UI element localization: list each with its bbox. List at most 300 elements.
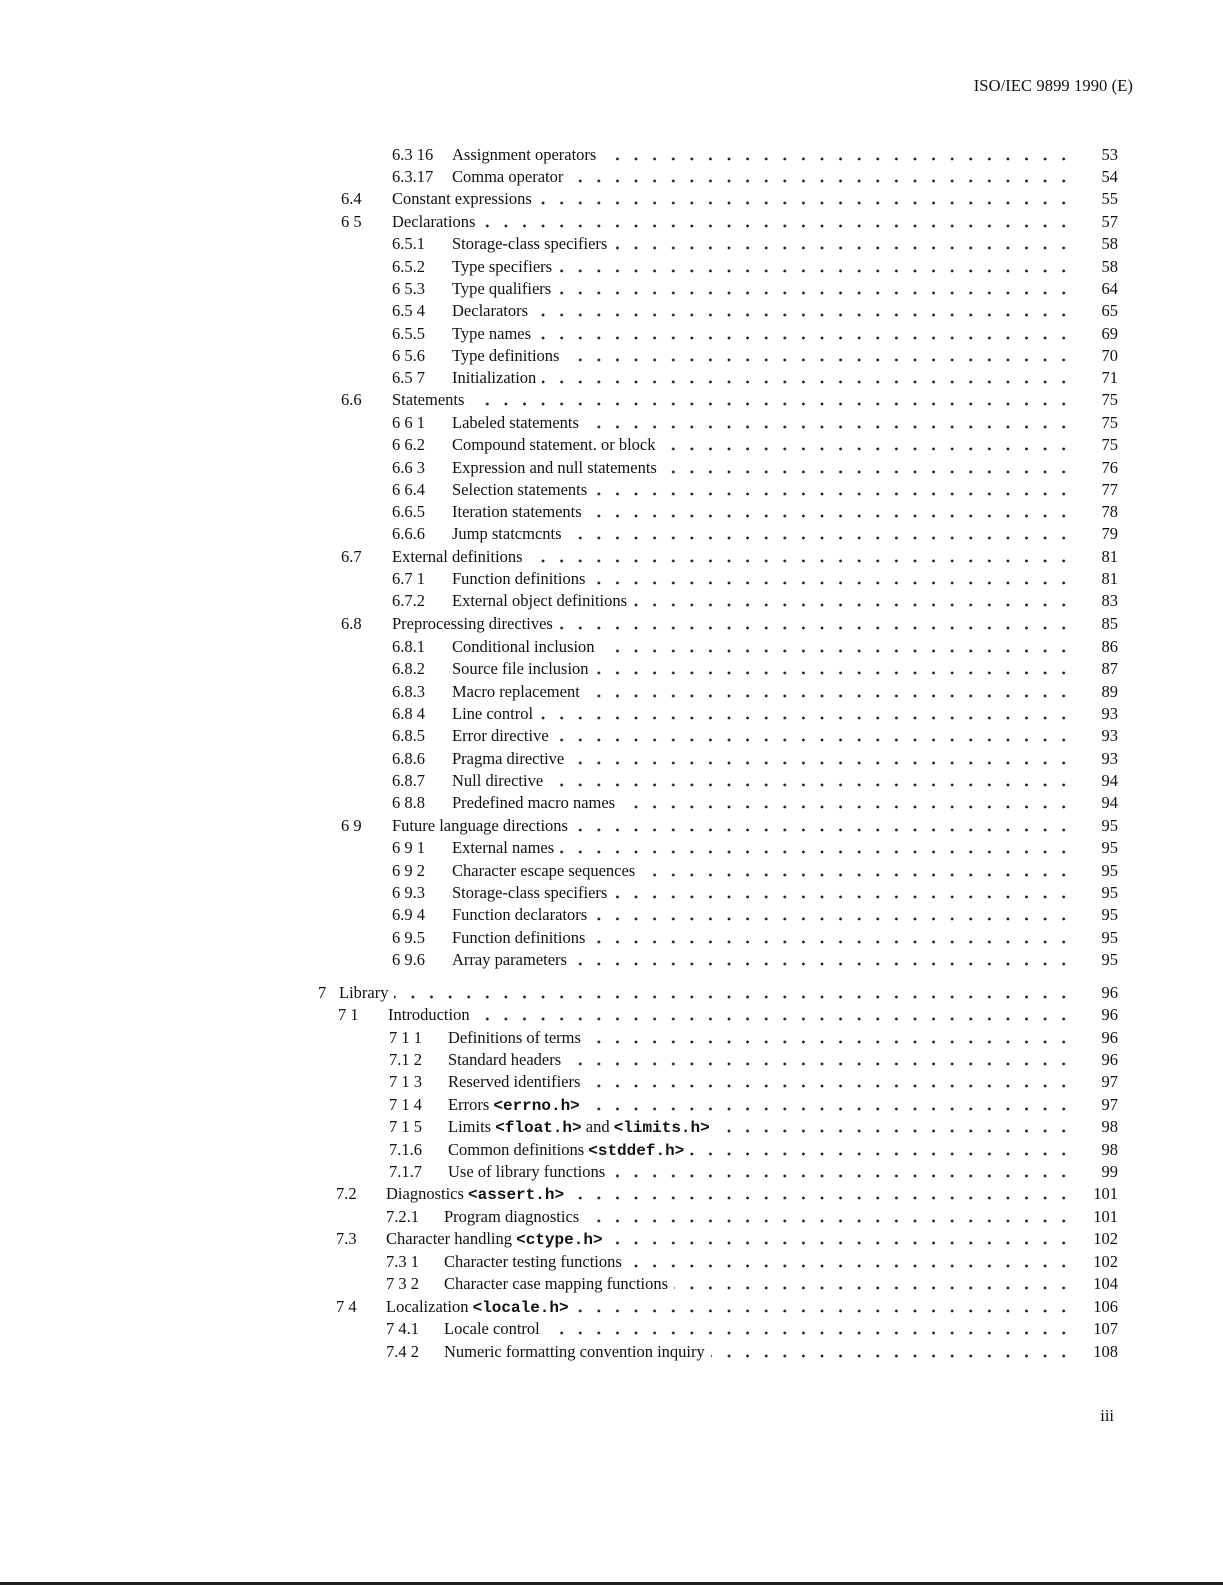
toc-section-number: 6.6.6 (392, 524, 425, 543)
toc-title-text: Jump statcmcnts (452, 524, 562, 543)
dot-leader (529, 546, 1073, 568)
dot-leader (575, 1296, 1073, 1318)
toc-section-title (452, 568, 591, 590)
toc-section-number: 6.7 1 (392, 569, 425, 588)
toc-entry[interactable] (0, 1071, 1223, 1093)
toc-section-title (448, 1161, 611, 1183)
toc-page-number: 75 (1101, 390, 1118, 409)
toc-page-number: 81 (1101, 547, 1118, 566)
toc-section-number: 7 1 4 (389, 1095, 422, 1114)
toc-page-number: 108 (1093, 1342, 1118, 1361)
toc-entry[interactable] (0, 1161, 1223, 1183)
toc-section-number: 6.8.5 (392, 726, 425, 745)
toc-section-number: 6.5.2 (392, 257, 425, 276)
toc-entry[interactable] (0, 658, 1223, 680)
header-file-name: <stddef.h> (588, 1142, 685, 1160)
dot-leader (602, 144, 1073, 166)
dot-leader (560, 837, 1073, 859)
dot-leader (555, 725, 1073, 747)
toc-title-text: Initialization (452, 368, 537, 387)
toc-entry[interactable] (0, 949, 1223, 971)
toc-section-title (452, 590, 633, 612)
dot-leader (537, 323, 1073, 345)
toc-section-number: 6.5 7 (392, 368, 425, 387)
toc-entry[interactable] (0, 1027, 1223, 1049)
toc-section-number: 6 5 (341, 212, 362, 231)
toc-title-text: Labeled statements (452, 413, 579, 432)
toc-entry[interactable] (0, 815, 1223, 837)
toc-page-number: 54 (1101, 167, 1118, 186)
toc-entry[interactable] (0, 1341, 1223, 1363)
dot-leader (593, 479, 1073, 501)
toc-section-title (452, 501, 588, 523)
toc-title-text: Error directive (452, 726, 549, 745)
toc-page-number: 75 (1101, 435, 1118, 454)
toc-section-number: 6.3.17 (392, 167, 434, 186)
toc-entry[interactable] (0, 1251, 1223, 1273)
toc-section-title (452, 256, 558, 278)
dot-leader (585, 412, 1073, 434)
toc-entry[interactable] (0, 323, 1223, 345)
toc-title-text: Type definitions (452, 346, 560, 365)
toc-entry[interactable] (0, 501, 1223, 523)
toc-section-title (392, 211, 481, 233)
dot-leader (588, 501, 1073, 523)
toc-entry[interactable] (0, 725, 1223, 747)
toc-section-title (448, 1071, 586, 1093)
toc-title-text: Iteration statements (452, 502, 582, 521)
toc-title-text: Line control (452, 704, 534, 723)
toc-page-number: 97 (1101, 1095, 1118, 1114)
toc-title-text: Limits (448, 1117, 496, 1136)
toc-page-number: 87 (1101, 659, 1118, 678)
toc-section-title (452, 345, 565, 367)
toc-entry[interactable] (0, 568, 1223, 590)
toc-entry[interactable] (0, 211, 1223, 233)
toc-entry[interactable] (0, 389, 1223, 411)
toc-section-number: 6 6.2 (392, 435, 425, 454)
toc-section-number: 6 9.5 (392, 928, 425, 947)
toc-section-number: 7.1.7 (389, 1162, 422, 1181)
toc-section-number: 7 4 (336, 1297, 357, 1316)
toc-section-title (452, 233, 613, 255)
toc-section-title (339, 982, 394, 1004)
toc-entry[interactable] (0, 457, 1223, 479)
toc-entry[interactable] (0, 367, 1223, 389)
toc-page-number: 89 (1101, 682, 1118, 701)
toc-page-number: 93 (1101, 704, 1118, 723)
toc-section-title (452, 703, 539, 725)
toc-section-title (452, 300, 534, 322)
toc-title-text: Expression and null statements (452, 458, 657, 477)
dot-leader (595, 658, 1073, 680)
toc-page-number: 98 (1101, 1117, 1118, 1136)
toc-section-number: 6.5 4 (392, 301, 425, 320)
toc-section-number: 6.5.1 (392, 234, 425, 253)
toc-section-title (452, 367, 542, 389)
toc-entry[interactable] (0, 1049, 1223, 1071)
toc-entry[interactable] (0, 256, 1223, 278)
toc-title-text: Macro replacement (452, 682, 580, 701)
toc-section-number: 7 4.1 (386, 1319, 419, 1338)
toc-page-number: 96 (1101, 1005, 1118, 1024)
dot-leader (586, 1071, 1073, 1093)
toc-entry[interactable] (0, 982, 1223, 1004)
toc-section-number: 6.3 16 (392, 145, 434, 164)
toc-page-number: 71 (1101, 368, 1118, 387)
toc-entry[interactable] (0, 882, 1223, 904)
toc-section-number: 7.3 (336, 1229, 357, 1248)
toc-title-text: Null directive (452, 771, 544, 790)
toc-title-text: and (581, 1117, 614, 1136)
toc-page-number: 101 (1093, 1207, 1118, 1226)
toc-page-number: 99 (1101, 1162, 1118, 1181)
toc-page-number: 101 (1093, 1184, 1118, 1203)
toc-section-title (452, 949, 573, 971)
toc-title-text: External object definitions (452, 591, 628, 610)
toc-entry[interactable] (0, 1273, 1223, 1295)
toc-title-text: Storage-class specifiers (452, 883, 608, 902)
toc-section-title (452, 860, 641, 882)
header-file-name: <limits.h> (613, 1119, 710, 1137)
toc-title-text: External definitions (392, 547, 523, 566)
dot-leader (534, 300, 1073, 322)
toc-section-number: 6 9.3 (392, 883, 425, 902)
toc-page-number: 95 (1101, 861, 1118, 880)
toc-entry[interactable] (0, 904, 1223, 926)
toc-entry[interactable] (0, 300, 1223, 322)
toc-page-number: 97 (1101, 1072, 1118, 1091)
toc-title-text: Standard headers (448, 1050, 562, 1069)
toc-title-text: Common definitions (448, 1140, 589, 1159)
dot-leader (538, 188, 1073, 210)
toc-section-title (386, 1183, 570, 1206)
dot-leader (481, 211, 1073, 233)
toc-page-number: 102 (1093, 1229, 1118, 1248)
toc-section-title (452, 636, 601, 658)
toc-entry[interactable] (0, 590, 1223, 612)
toc-title-text: Function definitions (452, 928, 586, 947)
toc-entry[interactable] (0, 546, 1223, 568)
dot-leader (546, 1318, 1073, 1340)
toc-section-title (452, 323, 537, 345)
dot-leader (663, 457, 1073, 479)
toc-section-title (452, 770, 549, 792)
dot-leader (613, 882, 1073, 904)
dot-leader (593, 904, 1073, 926)
toc-title-text: Use of library functions (448, 1162, 606, 1181)
dot-leader (641, 860, 1073, 882)
toc-entry[interactable] (0, 1206, 1223, 1228)
toc-section-number: 7 3 2 (386, 1274, 419, 1293)
toc-section-number: 7.1.6 (389, 1140, 422, 1159)
toc-section-number: 6 6 1 (392, 413, 425, 432)
toc-section-number: 6.7.2 (392, 591, 425, 610)
toc-page-number: 96 (1101, 983, 1118, 1002)
toc-section-title (452, 658, 595, 680)
toc-entry[interactable] (0, 278, 1223, 300)
toc-page-number: 95 (1101, 838, 1118, 857)
toc-title-text: Locale control (444, 1319, 540, 1338)
dot-leader (591, 568, 1073, 590)
toc-page-number: 93 (1101, 749, 1118, 768)
toc-section-number: 6 8.8 (392, 793, 425, 812)
toc-title-text: Function definitions (452, 569, 586, 588)
toc-entry[interactable] (0, 748, 1223, 770)
dot-leader (574, 815, 1073, 837)
toc-page-number: 81 (1101, 569, 1118, 588)
toc-section-title (452, 144, 602, 166)
toc-title-text: Declarators (452, 301, 529, 320)
toc-page-number: 94 (1101, 793, 1118, 812)
toc-section-number: 7 1 1 (389, 1028, 422, 1047)
dot-leader (711, 1341, 1073, 1363)
toc-page-number: 102 (1093, 1252, 1118, 1271)
toc-entry[interactable] (0, 927, 1223, 949)
toc-title-text: Diagnostics (386, 1184, 469, 1203)
toc-section-number: 6.6 3 (392, 458, 425, 477)
dot-leader (573, 949, 1073, 971)
dot-leader (565, 345, 1073, 367)
dot-leader (690, 1139, 1073, 1161)
toc-title-text: Numeric formatting convention inquiry (444, 1342, 705, 1361)
toc-page-number: 76 (1101, 458, 1118, 477)
toc-page-number: 95 (1101, 928, 1118, 947)
dot-leader (591, 927, 1073, 949)
toc-title-text: Statements (392, 390, 465, 409)
toc-page-number: 53 (1101, 145, 1118, 164)
header-file-name: <errno.h> (493, 1097, 580, 1115)
toc-section-title (392, 815, 574, 837)
toc-title-text: Predefined macro names (452, 793, 616, 812)
dot-leader (586, 681, 1073, 703)
toc-entry[interactable] (0, 681, 1223, 703)
dot-leader (542, 367, 1073, 389)
toc-title-text: Preprocessing directives (392, 614, 553, 633)
toc-section-number: 6.6.5 (392, 502, 425, 521)
toc-entry[interactable] (0, 770, 1223, 792)
toc-section-title (452, 882, 613, 904)
toc-title-text: Definitions of terms (448, 1028, 581, 1047)
toc-section-number: 6 6.4 (392, 480, 425, 499)
toc-entry[interactable] (0, 479, 1223, 501)
toc-section-title (452, 278, 557, 300)
toc-section-title (452, 412, 585, 434)
toc-entry[interactable] (0, 523, 1223, 545)
toc-entry[interactable] (0, 860, 1223, 882)
toc-section-title (452, 166, 569, 188)
toc-page-number: 70 (1101, 346, 1118, 365)
toc-page-number: 96 (1101, 1050, 1118, 1069)
toc-section-number: 6.8.3 (392, 682, 425, 701)
toc-section-number: 6.6 (341, 390, 362, 409)
toc-section-title (392, 546, 529, 568)
toc-section-title (452, 904, 593, 926)
toc-title-text: Reserved identifiers (448, 1072, 581, 1091)
toc-page-number: 107 (1093, 1319, 1118, 1338)
toc-section-title (444, 1251, 628, 1273)
toc-title-text: Type names (452, 324, 532, 343)
dot-leader (621, 792, 1073, 814)
dot-leader (674, 1273, 1073, 1295)
dot-leader (539, 703, 1073, 725)
toc-title-text: Character testing functions (444, 1252, 622, 1271)
toc-page-number: 96 (1101, 1028, 1118, 1047)
toc-page-number: 58 (1101, 234, 1118, 253)
toc-section-number: 6.9 4 (392, 905, 425, 924)
toc-section-number: 6 9 1 (392, 838, 425, 857)
toc-section-number: 7.2.1 (386, 1207, 419, 1226)
toc-page-number: 77 (1101, 480, 1118, 499)
dot-leader (559, 613, 1073, 635)
toc-page-number: 95 (1101, 905, 1118, 924)
toc-entry[interactable] (0, 144, 1223, 166)
toc-page-number: 64 (1101, 279, 1118, 298)
toc-section-title (386, 1228, 609, 1251)
toc-page-number: 95 (1101, 883, 1118, 902)
toc-title-text: Storage-class specifiers (452, 234, 608, 253)
toc-entry[interactable] (0, 1296, 1223, 1318)
toc-title-text: Introduction (388, 1005, 470, 1024)
toc-title-text: External names (452, 838, 555, 857)
toc-title-text: Conditional inclusion (452, 637, 595, 656)
dot-leader (569, 166, 1073, 188)
dot-leader (661, 434, 1073, 456)
toc-page-number: 86 (1101, 637, 1118, 656)
toc-section-title (452, 434, 661, 456)
toc-page-number: 98 (1101, 1140, 1118, 1159)
dot-leader (568, 523, 1073, 545)
toc-section-title (388, 1004, 476, 1026)
toc-page-number: 58 (1101, 257, 1118, 276)
toc-section-number: 6 9 2 (392, 861, 425, 880)
toc-page-number: 85 (1101, 614, 1118, 633)
toc-section-number: 7 (318, 983, 327, 1002)
toc-page-number: 78 (1101, 502, 1118, 521)
dot-leader (611, 1161, 1073, 1183)
toc-title-text: Compound statement. or block (452, 435, 656, 454)
toc-section-number: 6.8.2 (392, 659, 425, 678)
toc-entry[interactable] (0, 1228, 1223, 1250)
toc-section-title (444, 1318, 546, 1340)
toc-entry[interactable] (0, 1139, 1223, 1161)
toc-section-title (448, 1094, 586, 1117)
toc-entry[interactable] (0, 233, 1223, 255)
toc-title-text: Selection statements (452, 480, 588, 499)
toc-section-number: 7 1 5 (389, 1117, 422, 1136)
toc-page-number: 65 (1101, 301, 1118, 320)
dot-leader (470, 389, 1073, 411)
toc-title-text: Comma operator (452, 167, 564, 186)
toc-section-number: 7.1 2 (389, 1050, 422, 1069)
toc-title-text: Source file inclusion (452, 659, 589, 678)
toc-section-number: 6.8.1 (392, 637, 425, 656)
toc-entry[interactable] (0, 792, 1223, 814)
dot-leader (628, 1251, 1073, 1273)
toc-section-title (452, 523, 568, 545)
toc-section-title (452, 725, 555, 747)
toc-page-number: 94 (1101, 771, 1118, 790)
toc-entry[interactable] (0, 1183, 1223, 1205)
toc-section-number: 7 1 (338, 1005, 359, 1024)
dot-leader (716, 1116, 1073, 1138)
toc-section-number: 6.8.6 (392, 749, 425, 768)
dot-leader (586, 1094, 1073, 1116)
toc-section-title (452, 457, 663, 479)
toc-page-number: 106 (1093, 1297, 1118, 1316)
toc-title-text: Declarations (392, 212, 476, 231)
toc-title-text: Future language directions (392, 816, 568, 835)
toc-entry[interactable] (0, 613, 1223, 635)
toc-entry[interactable] (0, 188, 1223, 210)
toc-section-title (444, 1206, 585, 1228)
dot-leader (601, 636, 1073, 658)
toc-section-title (392, 613, 559, 635)
toc-section-title (452, 681, 586, 703)
dot-leader (549, 770, 1073, 792)
header-file-name: <ctype.h> (516, 1231, 603, 1249)
toc-page-number: 79 (1101, 524, 1118, 543)
toc-title-text: Errors (448, 1095, 494, 1114)
toc-page-number: 95 (1101, 816, 1118, 835)
toc-entry[interactable] (0, 1004, 1223, 1026)
dot-leader (633, 590, 1073, 612)
dot-leader (570, 748, 1073, 770)
toc-title-text: Program diagnostics (444, 1207, 580, 1226)
document-header-id: ISO/IEC 9899 1990 (E) (973, 76, 1133, 95)
toc-page-number: 93 (1101, 726, 1118, 745)
toc-section-number: 6.7 (341, 547, 362, 566)
toc-entry[interactable] (0, 1116, 1223, 1138)
toc-section-title (444, 1273, 674, 1295)
toc-page-number: 69 (1101, 324, 1118, 343)
toc-title-text: Character handling (386, 1229, 517, 1248)
dot-leader (394, 982, 1073, 1004)
toc-section-title (386, 1296, 575, 1319)
dot-leader (558, 256, 1073, 278)
toc-entry[interactable] (0, 837, 1223, 859)
toc-section-number: 7 1 3 (389, 1072, 422, 1091)
toc-title-text: Pragma directive (452, 749, 565, 768)
toc-section-title (448, 1116, 716, 1139)
toc-entry[interactable] (0, 345, 1223, 367)
toc-page-number: 75 (1101, 413, 1118, 432)
toc-entry[interactable] (0, 636, 1223, 658)
toc-title-text: Library (339, 983, 389, 1002)
toc-section-number: 6 5.3 (392, 279, 425, 298)
toc-section-title (452, 792, 621, 814)
header-file-name: <locale.h> (472, 1299, 569, 1317)
toc-section-number: 6 5.6 (392, 346, 425, 365)
toc-entry[interactable] (0, 1318, 1223, 1340)
toc-section-number: 6.5.5 (392, 324, 425, 343)
toc-section-title (452, 837, 560, 859)
toc-entry[interactable] (0, 166, 1223, 188)
toc-page-number: 57 (1101, 212, 1118, 231)
toc-entry[interactable] (0, 434, 1223, 456)
page-number-folio: iii (1100, 1406, 1114, 1425)
dot-leader (609, 1228, 1073, 1250)
toc-section-title (444, 1341, 711, 1363)
toc-entry[interactable] (0, 1094, 1223, 1116)
toc-title-text: Character case mapping functions (444, 1274, 669, 1293)
toc-entry[interactable] (0, 412, 1223, 434)
toc-section-title (392, 188, 538, 210)
toc-entry[interactable] (0, 703, 1223, 725)
toc-title-text: Localization (386, 1297, 473, 1316)
header-file-name: <float.h> (495, 1119, 582, 1137)
toc-section-title (448, 1049, 567, 1071)
